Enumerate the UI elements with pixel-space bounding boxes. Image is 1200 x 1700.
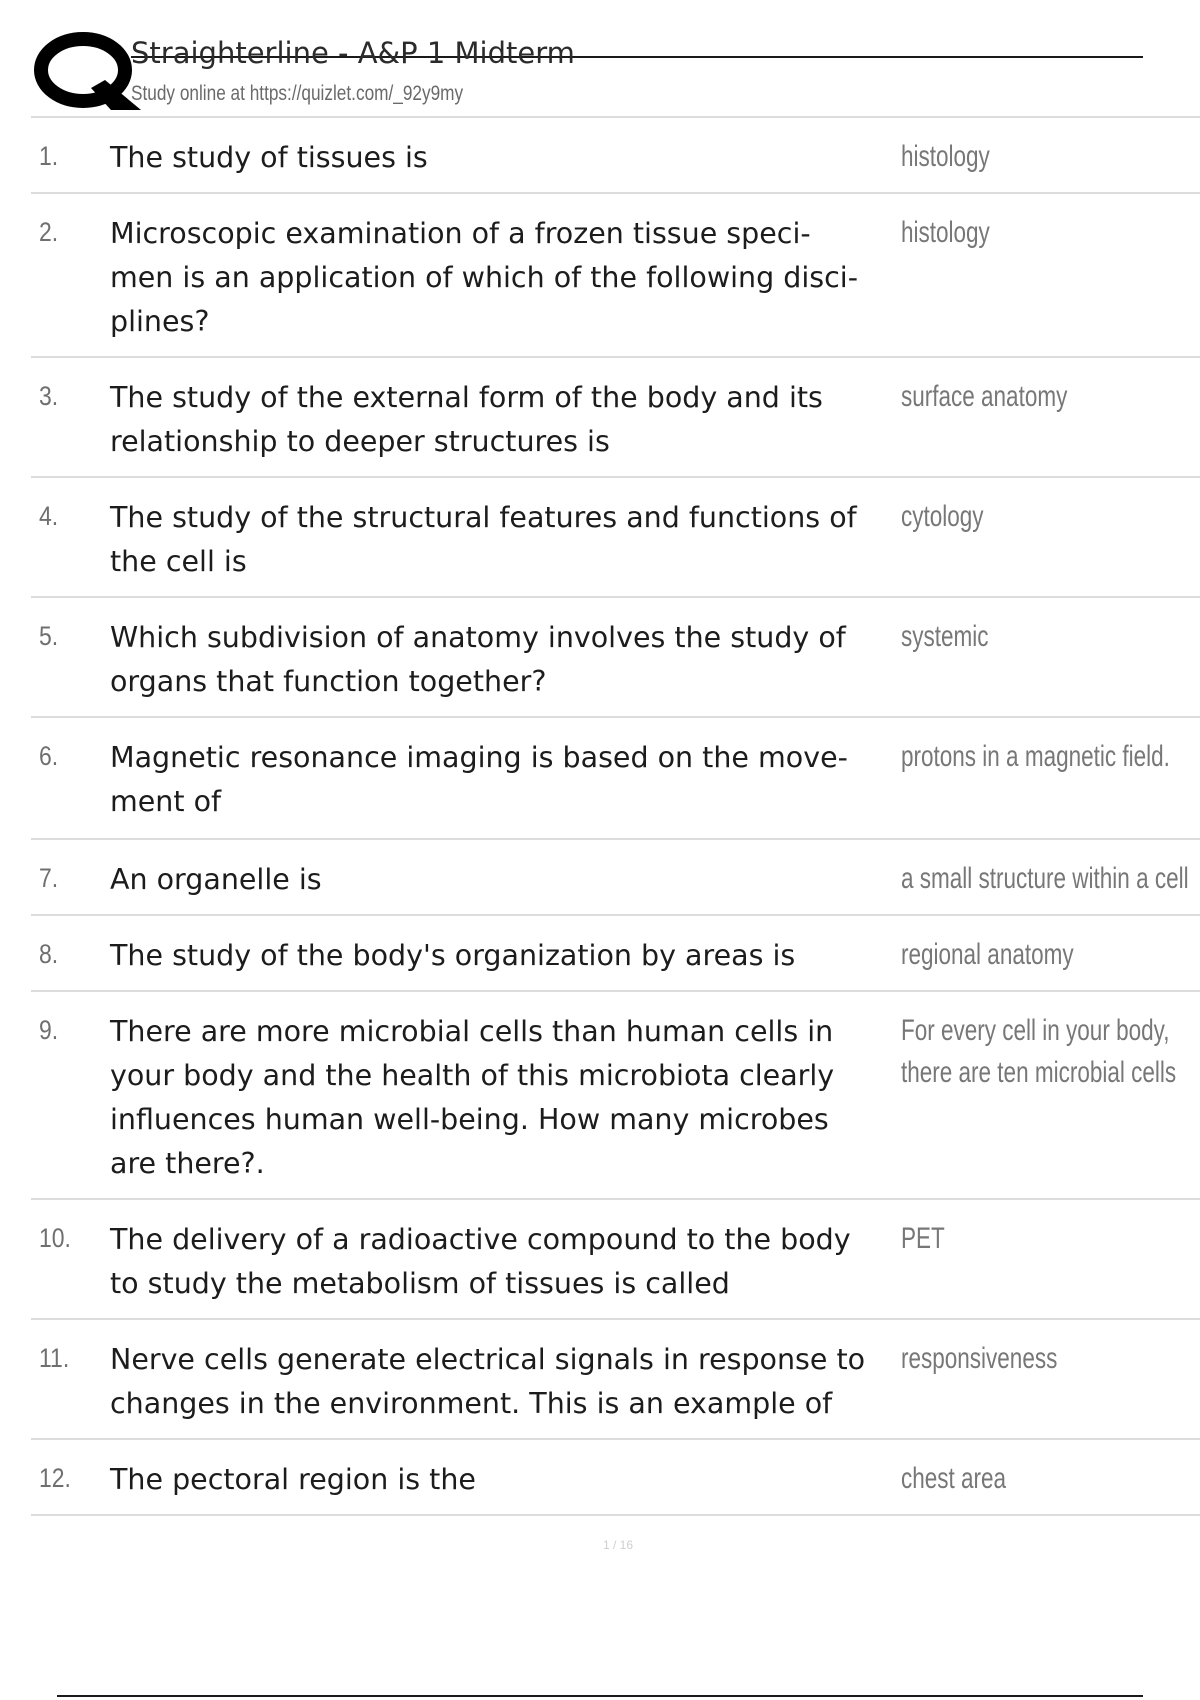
term-answer: regional anatomy: [901, 938, 1074, 971]
term-question: The delivery of a radioactive compound to the body to study the metabolism of tissues is called: [110, 1223, 851, 1300]
source-link[interactable]: Study online at https://quizlet.com/_92y9my: [131, 82, 464, 105]
term-question: The study of the external form of the body and its relationship to deeper structures is: [110, 381, 823, 458]
term-row: [31, 358, 1200, 478]
page-number: 1 / 16: [602, 1538, 634, 1552]
term-row: [31, 1200, 1200, 1320]
term-number: 5.: [39, 621, 59, 651]
term-answer: histology: [901, 140, 990, 173]
document-title: Straighterline - A&P 1 Midterm: [131, 36, 575, 70]
term-question: The study of the body's organization by areas is: [110, 939, 796, 972]
term-row: [31, 118, 1200, 194]
term-answer: PET: [901, 1222, 945, 1255]
term-row: [31, 598, 1200, 718]
term-row: [31, 992, 1200, 1200]
bottom-rule: [57, 1695, 1143, 1697]
term-question: Magnetic resonance imaging is based on the move- ment of: [110, 741, 848, 818]
term-number: 6.: [39, 741, 59, 771]
term-number: 2.: [39, 217, 59, 247]
term-question: Microscopic examination of a frozen tissue speci- men is an application of which of the following disci- plines?: [110, 217, 858, 338]
term-number: 8.: [39, 939, 59, 969]
term-answer: surface anatomy: [901, 380, 1068, 413]
term-answer: a small structure within a cell: [901, 862, 1189, 895]
term-number: 10.: [39, 1223, 71, 1253]
term-row: [31, 478, 1200, 598]
term-answer: chest area: [901, 1462, 1007, 1495]
term-question: An organelle is: [110, 863, 322, 896]
term-row: [31, 840, 1200, 916]
term-question: The study of tissues is: [110, 141, 428, 174]
term-question: The study of the structural features and functions of the cell is: [110, 501, 857, 578]
term-row: [31, 718, 1200, 840]
term-row: [31, 1320, 1200, 1440]
term-answer: cytology: [901, 500, 984, 533]
term-row: [31, 1440, 1200, 1516]
term-question: The pectoral region is the: [110, 1463, 476, 1496]
term-number: 7.: [39, 863, 59, 893]
term-number: 12.: [39, 1463, 71, 1493]
term-number: 11.: [39, 1343, 70, 1373]
term-row: [31, 194, 1200, 358]
term-number: 9.: [39, 1015, 59, 1045]
term-answer: For every cell in your body, there are ten microbial cells: [901, 1014, 1177, 1089]
term-question: Nerve cells generate electrical signals in response to changes in the environment. This is an example of: [110, 1343, 866, 1420]
term-question: There are more microbial cells than human cells in your body and the health of this microbiota clearly influences human well-being. How many microbes are there?.: [110, 1015, 835, 1180]
term-list: [31, 116, 1200, 1516]
term-number: 4.: [39, 501, 59, 531]
term-answer: protons in a magnetic field.: [901, 740, 1170, 773]
term-answer: systemic: [901, 620, 989, 653]
term-number: 1.: [39, 141, 59, 171]
term-answer: responsiveness: [901, 1342, 1058, 1375]
term-question: Which subdivision of anatomy involves the study of organs that function together?: [110, 621, 846, 698]
quizlet-logo-icon: [31, 30, 141, 110]
term-number: 3.: [39, 381, 59, 411]
term-row: [31, 916, 1200, 992]
term-answer: histology: [901, 216, 990, 249]
